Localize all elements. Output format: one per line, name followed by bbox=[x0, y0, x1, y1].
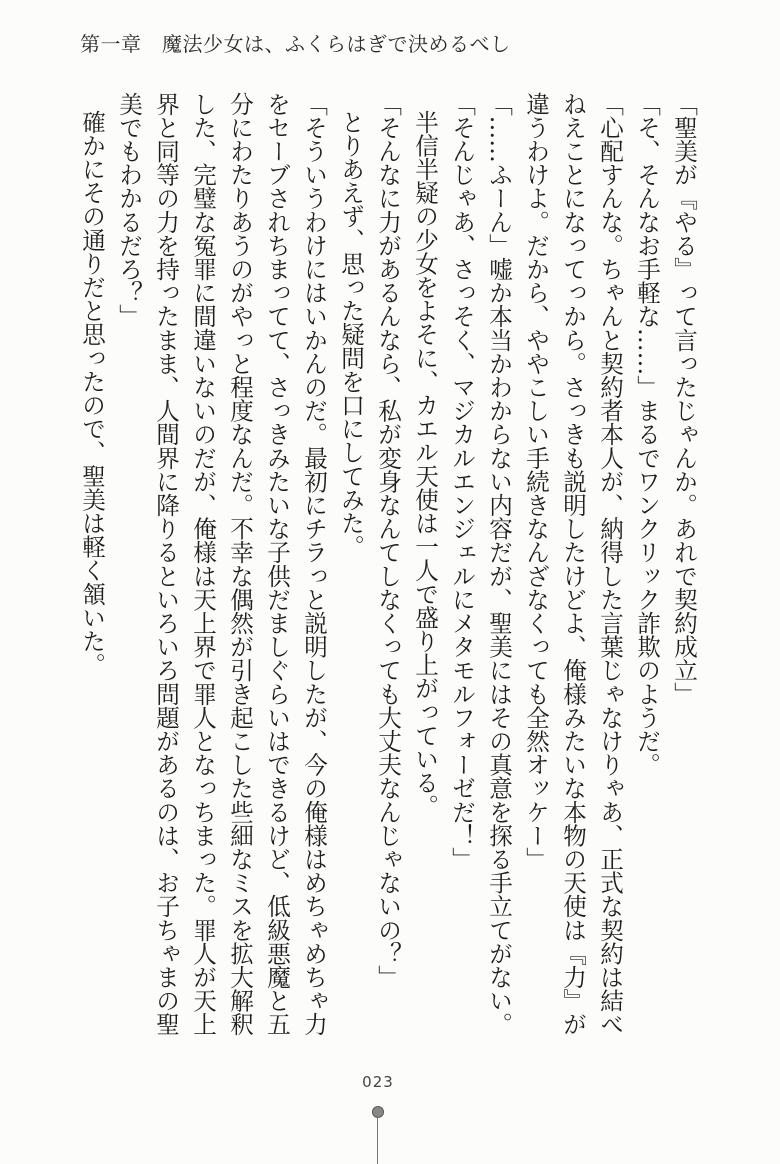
text-column: 「そういうわけにはいかんのだ。最初にチラっと説明したが、今の俺様はめちゃめちゃ力 bbox=[300, 92, 328, 1036]
body-text bbox=[72, 92, 702, 1052]
text-column: とりあえず、思った疑問を口にしてみた。 bbox=[337, 110, 365, 559]
text-column: 「心配すんな。ちゃんと契約者本人が、納得した言葉じゃなけりゃあ、正式な契約は結べ bbox=[596, 92, 624, 1036]
ornament-line bbox=[377, 1117, 378, 1164]
text-column: 分にわたりあうのがやっと程度なんだ。不幸な偶然が引き起こした些細なミスを拡大解釈 bbox=[226, 92, 254, 1036]
text-column: をセーブされちまってて、さっきみたいな子供だましぐらいはできるけど、低級悪魔と五 bbox=[263, 92, 291, 1036]
page-number: 023 bbox=[362, 1073, 394, 1091]
text-column: した、完璧な冤罪に間違いないのだが、俺様は天上界で罪人となっちまった。罪人が天上 bbox=[189, 92, 217, 1036]
text-column: ねえことになってっから。さっきも説明したけどよ、俺様みたいな本物の天使は『力』が bbox=[559, 92, 587, 1036]
text-column: 「……ふーん」嘘か本当かわからない内容だが、聖美にはその真意を探る手立てがない。 bbox=[485, 92, 513, 1036]
text-column: 「そんじゃあ、さっそく、マジカルエンジェルにメタモルフォーゼだ！」 bbox=[448, 92, 476, 871]
text-column: 界と同等の力を持ったまま、人間界に降りるといろいろ問題があるのは、お子ちゃまの聖 bbox=[152, 92, 180, 1036]
text-column: 確かにその通りだと思ったので、聖美は軽く頷いた。 bbox=[78, 110, 106, 677]
text-column: 「聖美が『やる』って言ったじゃんか。あれで契約成立」 bbox=[670, 92, 698, 706]
chapter-title: 第一章 魔法少女は、ふくらはぎで決めるべし bbox=[80, 32, 511, 56]
text-column: 「そんなに力があるんなら、私が変身なんてしなくっても大丈夫なんじゃないの？」 bbox=[374, 92, 402, 989]
text-column: 違うわけよ。だから、ややこしい手続きなんざなくっても全然オッケー」 bbox=[522, 92, 550, 871]
text-column: 「そ、そんなお手軽な……」まるでワンクリック詐欺のようだ。 bbox=[633, 92, 661, 777]
text-column: 半信半疑の少女をよそに、カエル天使は一人で盛り上がっている。 bbox=[411, 110, 439, 818]
ornament-dot-icon bbox=[372, 1106, 384, 1118]
text-column: 美でもわかるだろ？」 bbox=[115, 92, 143, 328]
